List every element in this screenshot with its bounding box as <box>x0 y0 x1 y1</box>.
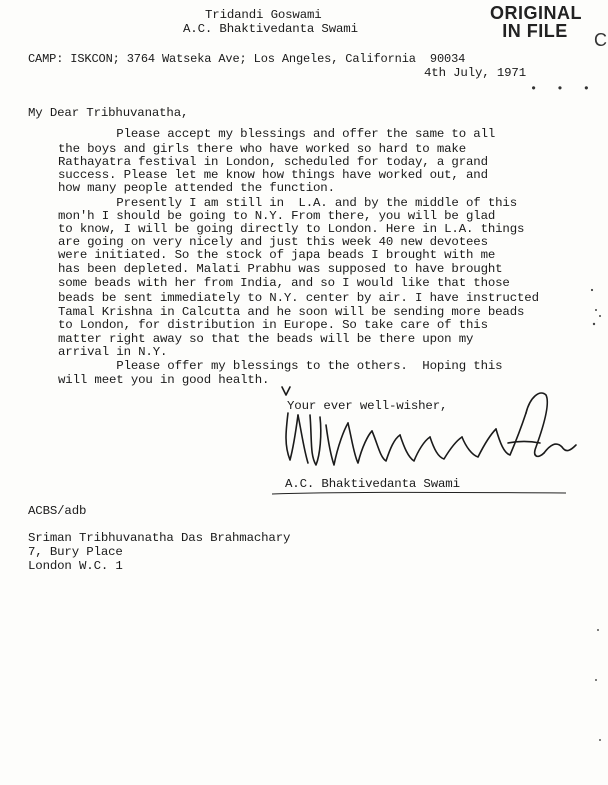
body-line: will meet you in good health. <box>58 373 270 387</box>
body-line: mon'h I should be going to N.Y. From there, you will be glad <box>58 209 496 223</box>
body-line: the boys and girls there who have worked so hard to make <box>58 142 466 156</box>
body-line: to London, for distribution in Europe. So take care of this <box>58 318 488 332</box>
body-line: how many people attended the function. <box>58 181 335 195</box>
body-line: arrival in N.Y. <box>58 345 168 359</box>
body-line: Tamal Krishna in Calcutta and he soon will be sending more beads <box>58 305 525 319</box>
body-line: success. Please let me know how things have worked out, and <box>58 168 488 182</box>
body-line: to know, I will be going directly to London. Here in L.A. things <box>58 222 525 236</box>
body-line: matter right away so that the beads will be there upon my <box>58 332 474 346</box>
body-line: are going on very nicely and just this week 40 new devotees <box>58 235 488 249</box>
address-line: 7, Bury Place <box>28 545 123 559</box>
address-line: London W.C. 1 <box>28 559 123 573</box>
body-line: has been depleted. Malati Prabhu was supposed to have brought <box>58 262 503 276</box>
body-line: beads be sent immediately to N.Y. center by air. I have instructed <box>58 291 539 305</box>
camp-address: CAMP: ISKCON; 3764 Watseka Ave; Los Angeles, California 90034 <box>28 52 466 66</box>
reference-initials: ACBS/adb <box>28 504 87 518</box>
margin-dots: • • • <box>530 82 597 96</box>
body-line: Please offer my blessings to the others. Hoping this <box>58 359 503 373</box>
signature-underline <box>270 490 570 496</box>
stamp-line-2: IN FILE <box>502 21 568 41</box>
margin-specks-lower <box>590 620 606 770</box>
signature-name: A.C. Bhaktivedanta Swami <box>285 477 460 491</box>
sender-title: A.C. Bhaktivedanta Swami <box>183 22 358 36</box>
body-line: were initiated. So the stock of japa beads I brought with me <box>58 248 496 262</box>
body-line: Please accept my blessings and offer the same to all <box>58 127 496 141</box>
original-in-file-stamp <box>490 4 580 40</box>
body-line: some beads with her from India, and so I would like that those <box>58 276 510 290</box>
margin-specks <box>586 280 606 340</box>
body-line: Presently I am still in L.A. and by the middle of this <box>58 196 517 210</box>
body-line: Rathayatra festival in London, scheduled for today, a grand <box>58 155 488 169</box>
closing: Your ever well-wisher, <box>287 399 448 413</box>
sender-name: Tridandi Goswami <box>205 8 322 22</box>
letter-date: 4th July, 1971 <box>424 66 526 80</box>
address-line: Sriman Tribhuvanatha Das Brahmachary <box>28 531 291 545</box>
edge-mark: C <box>594 30 607 50</box>
salutation: My Dear Tribhuvanatha, <box>28 106 189 120</box>
handwritten-signature <box>268 385 588 485</box>
stamp-line-1: ORIGINAL <box>490 3 582 23</box>
